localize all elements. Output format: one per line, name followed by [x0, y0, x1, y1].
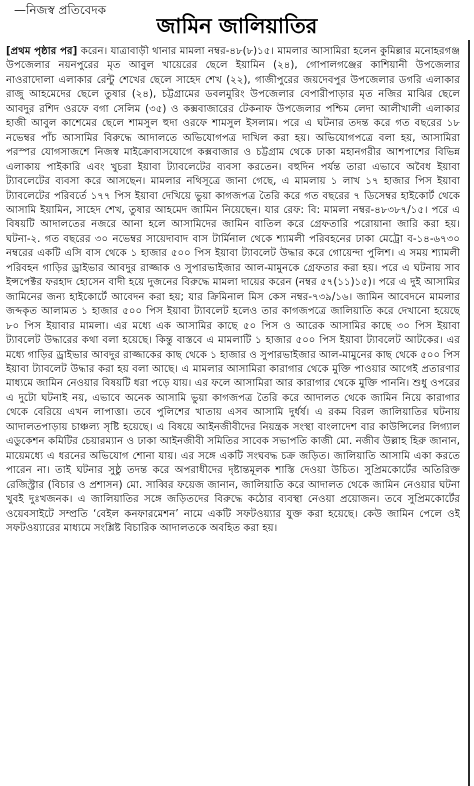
article-paragraph: [6, 45, 460, 536]
lead-in: [প্রথম পৃষ্ঠার পর]: [6, 46, 78, 57]
column-divider: [468, 40, 470, 786]
headline: জামিন জালিয়াতির: [156, 13, 318, 38]
article-text: করেন। যাত্রাবাড়ী থানার মামলা নম্বর-৪৮(৮)১৫। মামলার আসামিরা হলেন কুমিল্লার মনোহরগঞ্জ উপজেলার নয়নপুরের মৃত আবুল খায়েরের ছেলে ইয়ামিন (২৪), গোপালগঞ্জের কাশিয়ানী উপজেলার নাওরাদোলা এলাকার রেন্টু শেখের ছেলে সাহেদ শেখ (২২), গাজীপুরের জয়দেবপুর উপজেলার ডগরি এলাকার রাজু আহমেদের ছেলে তুষার (২৪), চট্টগ্রামের ডবলমুরিং উপজেলার বেপারীপাড়ার মৃত নজির মাঝির ছেলে আবদুর রশিদ ওরফে বগা সেলিম (৩৫) ও কক্সবাজারের টেকনাফ উপজেলার পশ্চিম লেদা আলীখালী এলাকার হাজী আবুল কাশেমের ছেলে শামসুল হুদা ওরফে শামসুল ইসলাম। পরে এ ঘটনার তদন্ত করে গত বছরের ১৮ নভেম্বর পাঁচ আসামির বিরুদ্ধে আদালতে অভিযোগপত্র দাখিল করা হয়। অভিযোগপত্রে বলা হয়, আসামিরা পরস্পর যোগসাজশে নিজস্ব মাইক্রোবাসযোগে কক্সবাজার ও চট্টগ্রাম থেকে ঢাকা মহানগরীর আশপাশের বিভিন্ন এলাকায় পাইকারি এবং খুচরা ইয়াবা ট্যাবলেটের ব্যবসা করতেন। বহুদিন পর্যন্ত তারা এভাবে অবৈধ ইয়াবা ট্যাবলেটের ব্যবসা করে আসছেন। মামলার নথিসূত্রে জানা গেছে, এ মামলায় ১ লাখ ১৭ হাজার পিস ইয়াবা ট্যাবলেটের পরিবর্তে ১৭৭ পিস ইয়াবা দেখিয়ে ভুয়া কাগজপত্র তৈরি করে গত বছরের ৭ ডিসেম্বর হাইকোর্ট থেকে আসামি ইয়ামিন, সাহেদ শেখ, তুষার আহমেদ জামিন নিয়েছেন। যার রেফ: বি: মামলা নম্বর-৪৮৩৮৭/১৫। পরে এ বিষয়টি আদালতের নজরে আনা হলে আসামিদের জামিন বাতিল করে গ্রেফতারি পরোয়ানা জারি করা হয়। ঘটনা-২. গত বছরের ৩০ নভেম্বর সায়েদাবাদ বাস টার্মিনাল থেকে শ্যামলী পরিবহনের ঢাকা মেট্রো ব-১৪-৬৭৩০ নম্বরের একটি এসি বাস থেকে ১ হাজার ৫০০ পিস ইয়াবা ট্যাবলেট উদ্ধার করে গোয়েন্দা পুলিশ। এ সময় শ্যামলী পরিবহন গাড়ির ড্রাইভার আবদুর রাজ্জাক ও সুপারভাইজার আল-মামুনকে গ্রেফতার করা হয়। পরে এ ঘটনায় সাব ইন্সপেক্টর ফরহাদ হোসেন বাদী হয়ে দুজনের বিরুদ্ধে মামলা দায়ের করেন (নম্বর ৫৭(১১)১৫)। পরে এ দুই আসামির জামিনের জন্য হাইকোর্টে আবেদন করা হয়; যার ক্রিমিনাল মিস কেস নম্বর-৭৩৯/১৬। জামিন আবেদনে মামলার জব্দকৃত আলামত ১ হাজার ৫০০ পিস ইয়াবা ট্যাবলেট হলেও তার কাগজপত্রে জালিয়াতি করে দেখানো হয়েছে ৮০ পিস ইয়াবার মামলা। এর মধ্যে এক আসামির কাছে ৫০ পিস ও আরেক আসামির কাছে ৩০ পিস ইয়াবা ট্যাবলেট উদ্ধারের কথা বলা হয়েছে। কিন্তু বাস্তবে এ মামলাটি ১ হাজার ৫০০ পিস ইয়াবা ট্যাবলেট আটকের। এর মধ্যে গাড়ির ড্রাইভার আবদুর রাজ্জাকের কাছ থেকে ১ হাজার ও সুপারভাইজার আল-মামুনের কাছ থেকে ৫০০ পিস ইয়াবা ট্যাবলেট উদ্ধার করা হয় বলা আছে। এ মামলার আসামিরা কারাগার থেকে মুক্তি পাওয়ার আগেই প্রতারণার মাধ্যমে জামিন নেওয়ার বিষয়টি ধরা পড়ে যায়। এর ফলে আসামিরা আর কারাগার থেকে মুক্তি পাননি। শুধু ওপরের এ দুটো ঘটনাই নয়, এভাবে অনেক আসামি ভুয়া কাগজপত্র তৈরি করে আদালত থেকে জামিন নিয়ে কারাগার থেকে বেরিয়ে এখন লাপাত্তা। তবে পুলিশের খাতায় এসব আসামি দুর্ধর্ষ। এ রকম বিরল জালিয়াতির ঘটনায় আদালতপাড়ায় চাঞ্চল্য সৃষ্টি হয়েছে। এ বিষয়ে আইনজীবীদের নিয়ন্ত্রক সংস্থা বাংলাদেশ বার কাউন্সিলের লিগ্যাল এডুকেশন কমিটির চেয়ারম্যান ও ঢাকা আইনজীবী সমিতির সাবেক সভাপতি কাজী মো. নজীব উল্লাহ হিরু জানান, মায়েমধ্যে এ ধরনের অভিযোগ শোনা যায়। এর সঙ্গে একটি সংঘবদ্ধ চক্র জড়িত। জালিয়াতি আসামি একা করতে পারেন না। তাই ঘটনার সুষ্ঠু তদন্ত করে অপরাধীদের দৃষ্টান্তমূলক শাস্তি দেওয়া উচিত। সুপ্রিমকোর্টের অতিরিক্ত রেজিস্ট্রার (বিচার ও প্রশাসন) মো. সাব্বির ফয়েজ জানান, জালিয়াতি করে আদালত থেকে জামিন নেওয়ার ঘটনা খুবই দুঃখজনক। এ জালিয়াতির সঙ্গে জড়িতদের বিরুদ্ধে কঠোর ব্যবস্থা নেওয়া প্রয়োজন। তবে সুপ্রিমকোর্টের ওয়েবসাইটে সম্প্রতি ‘বেইল কনফারমেশন’ নামে একটি সফটওয়্যার যুক্ত করা হয়েছে। কেউ জামিন পেলে ওই সফটওয়্যারের মাধ্যমে সংশ্লিষ্ট বিচারিক আদালতকে অবহিত করা হয়।: [6, 46, 460, 534]
byline: —নিজস্ব প্রতিবেদক: [14, 3, 107, 17]
article-body: [6, 45, 460, 781]
